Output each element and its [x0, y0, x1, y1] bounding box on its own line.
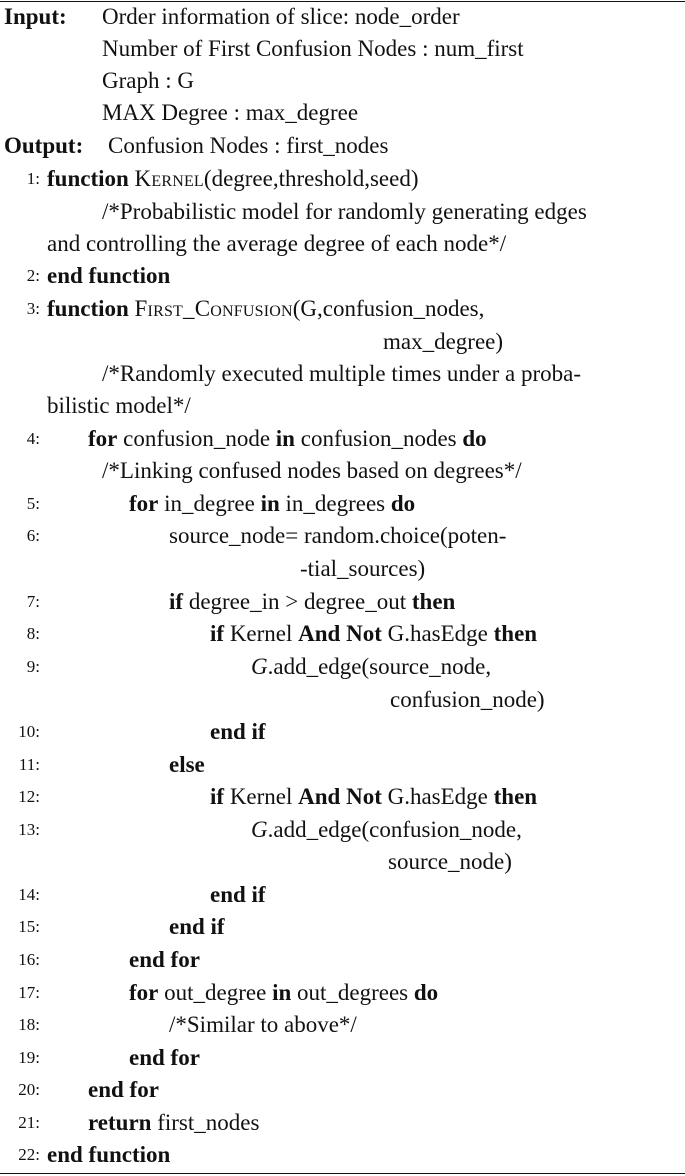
line-number: 11: — [18, 755, 40, 774]
comment-line: /*Probabilistic model for randomly generating edges — [102, 199, 587, 224]
procedure-args: (G,confusion_nodes, — [292, 296, 485, 321]
line-number: 10: — [18, 722, 40, 741]
algo-line-8 — [210, 618, 537, 650]
algo-line-9 — [251, 651, 491, 683]
code-text: G.hasEdge — [381, 784, 494, 809]
line-number: 15: — [18, 917, 40, 936]
algo-line-20: end for — [88, 1077, 159, 1102]
code-text: in_degree — [158, 491, 261, 516]
algo-line-15: end if — [169, 914, 225, 939]
algo-line-4 — [88, 423, 487, 455]
code-text: first_nodes — [151, 1110, 260, 1135]
comment-line: /*Randomly executed multiple times under a proba- — [102, 361, 582, 386]
keyword: function — [47, 166, 129, 191]
line-number: 14: — [18, 885, 40, 904]
keyword: And Not — [298, 784, 382, 809]
line-number: 19: — [18, 1048, 40, 1067]
keyword: for — [88, 426, 118, 451]
comment-line: bilistic model*/ — [47, 393, 191, 418]
algo-line-6: source_node= random.choice(poten- — [169, 523, 507, 548]
code-text: out_degrees — [291, 980, 414, 1005]
keyword: in — [275, 426, 295, 451]
comment-line: and controlling the average degree of each node*/ — [47, 231, 507, 256]
continuation-line: max_degree) — [383, 329, 504, 354]
continuation-line: source_node) — [388, 849, 512, 874]
output-label: Output: — [4, 133, 84, 158]
algo-line-3 — [47, 293, 484, 325]
continuation-line: confusion_node) — [390, 687, 545, 712]
code-text: confusion_node — [117, 426, 276, 451]
keyword: then — [493, 784, 538, 809]
input-label: Input: — [4, 4, 67, 29]
algo-line-18: /*Similar to above*/ — [169, 1012, 357, 1037]
line-number: 9: — [26, 657, 40, 676]
keyword: for — [129, 491, 159, 516]
code-text: G.hasEdge — [381, 621, 494, 646]
keyword: if — [210, 784, 225, 809]
algo-line-11: else — [169, 752, 205, 777]
keyword: in — [260, 491, 280, 516]
procedure-args: (degree,threshold,seed) — [203, 166, 419, 191]
algo-line-22: end function — [47, 1142, 171, 1167]
line-number: 20: — [18, 1080, 40, 1099]
code-text: Kernel — [224, 784, 299, 809]
code-text: degree_in > degree_out — [183, 589, 412, 614]
algo-line-12 — [210, 781, 537, 813]
keyword: return — [88, 1110, 152, 1135]
code-text: confusion_nodes — [294, 426, 463, 451]
keyword: do — [413, 980, 439, 1005]
input-line-1: Order information of slice: node_order — [102, 4, 460, 29]
line-number: 2: — [26, 266, 40, 285]
line-number: 6: — [26, 526, 40, 545]
keyword: for — [129, 980, 159, 1005]
line-number: 21: — [18, 1113, 40, 1132]
line-number: 16: — [18, 950, 40, 969]
line-number: 22: — [18, 1145, 40, 1164]
keyword: do — [390, 491, 416, 516]
algo-line-21 — [88, 1107, 259, 1139]
line-number: 12: — [18, 787, 40, 806]
algo-line-1 — [47, 163, 418, 195]
line-number: 3: — [26, 299, 40, 318]
keyword: do — [462, 426, 487, 451]
line-number: 17: — [18, 983, 40, 1002]
algo-line-19: end for — [129, 1045, 200, 1070]
input-line-4: MAX Degree : max_degree — [102, 100, 359, 125]
code-text: out_degree — [158, 980, 273, 1005]
graph-symbol: G — [251, 817, 268, 842]
comment-line: /*Linking confused nodes based on degrees*/ — [102, 458, 522, 483]
algo-line-14: end if — [210, 882, 266, 907]
algo-line-7 — [169, 586, 455, 618]
line-number: 4: — [26, 429, 40, 448]
algo-line-13 — [251, 814, 522, 846]
keyword: if — [169, 589, 184, 614]
algo-line-16: end for — [129, 947, 200, 972]
line-number: 8: — [26, 624, 40, 643]
input-line-3: Graph : G — [102, 68, 194, 93]
keyword: then — [493, 621, 538, 646]
code-text: .add_edge(source_node, — [267, 654, 492, 679]
output-line: Confusion Nodes : first_nodes — [108, 133, 389, 158]
algo-line-5 — [129, 488, 415, 520]
algo-line-17 — [129, 977, 438, 1009]
line-number: 1: — [26, 169, 40, 188]
procedure-name: Kernel — [134, 166, 204, 191]
line-number: 5: — [26, 494, 40, 513]
line-number: 18: — [18, 1015, 40, 1034]
keyword: in — [272, 980, 292, 1005]
procedure-name: First_Confusion — [134, 296, 293, 321]
line-number: 13: — [18, 820, 40, 839]
continuation-line: -tial_sources) — [300, 556, 426, 581]
code-text: in_degrees — [279, 491, 391, 516]
line-number: 7: — [26, 592, 40, 611]
graph-symbol: G — [251, 654, 268, 679]
input-line-2: Number of First Confusion Nodes : num_first — [102, 36, 524, 61]
bottom-rule — [0, 1173, 685, 1174]
code-text: Kernel — [224, 621, 299, 646]
algo-line-2: end function — [47, 263, 171, 288]
algo-line-10: end if — [210, 719, 266, 744]
code-text: .add_edge(confusion_node, — [267, 817, 522, 842]
keyword: if — [210, 621, 225, 646]
keyword: And Not — [298, 621, 382, 646]
keyword: function — [47, 296, 129, 321]
keyword: then — [411, 589, 456, 614]
